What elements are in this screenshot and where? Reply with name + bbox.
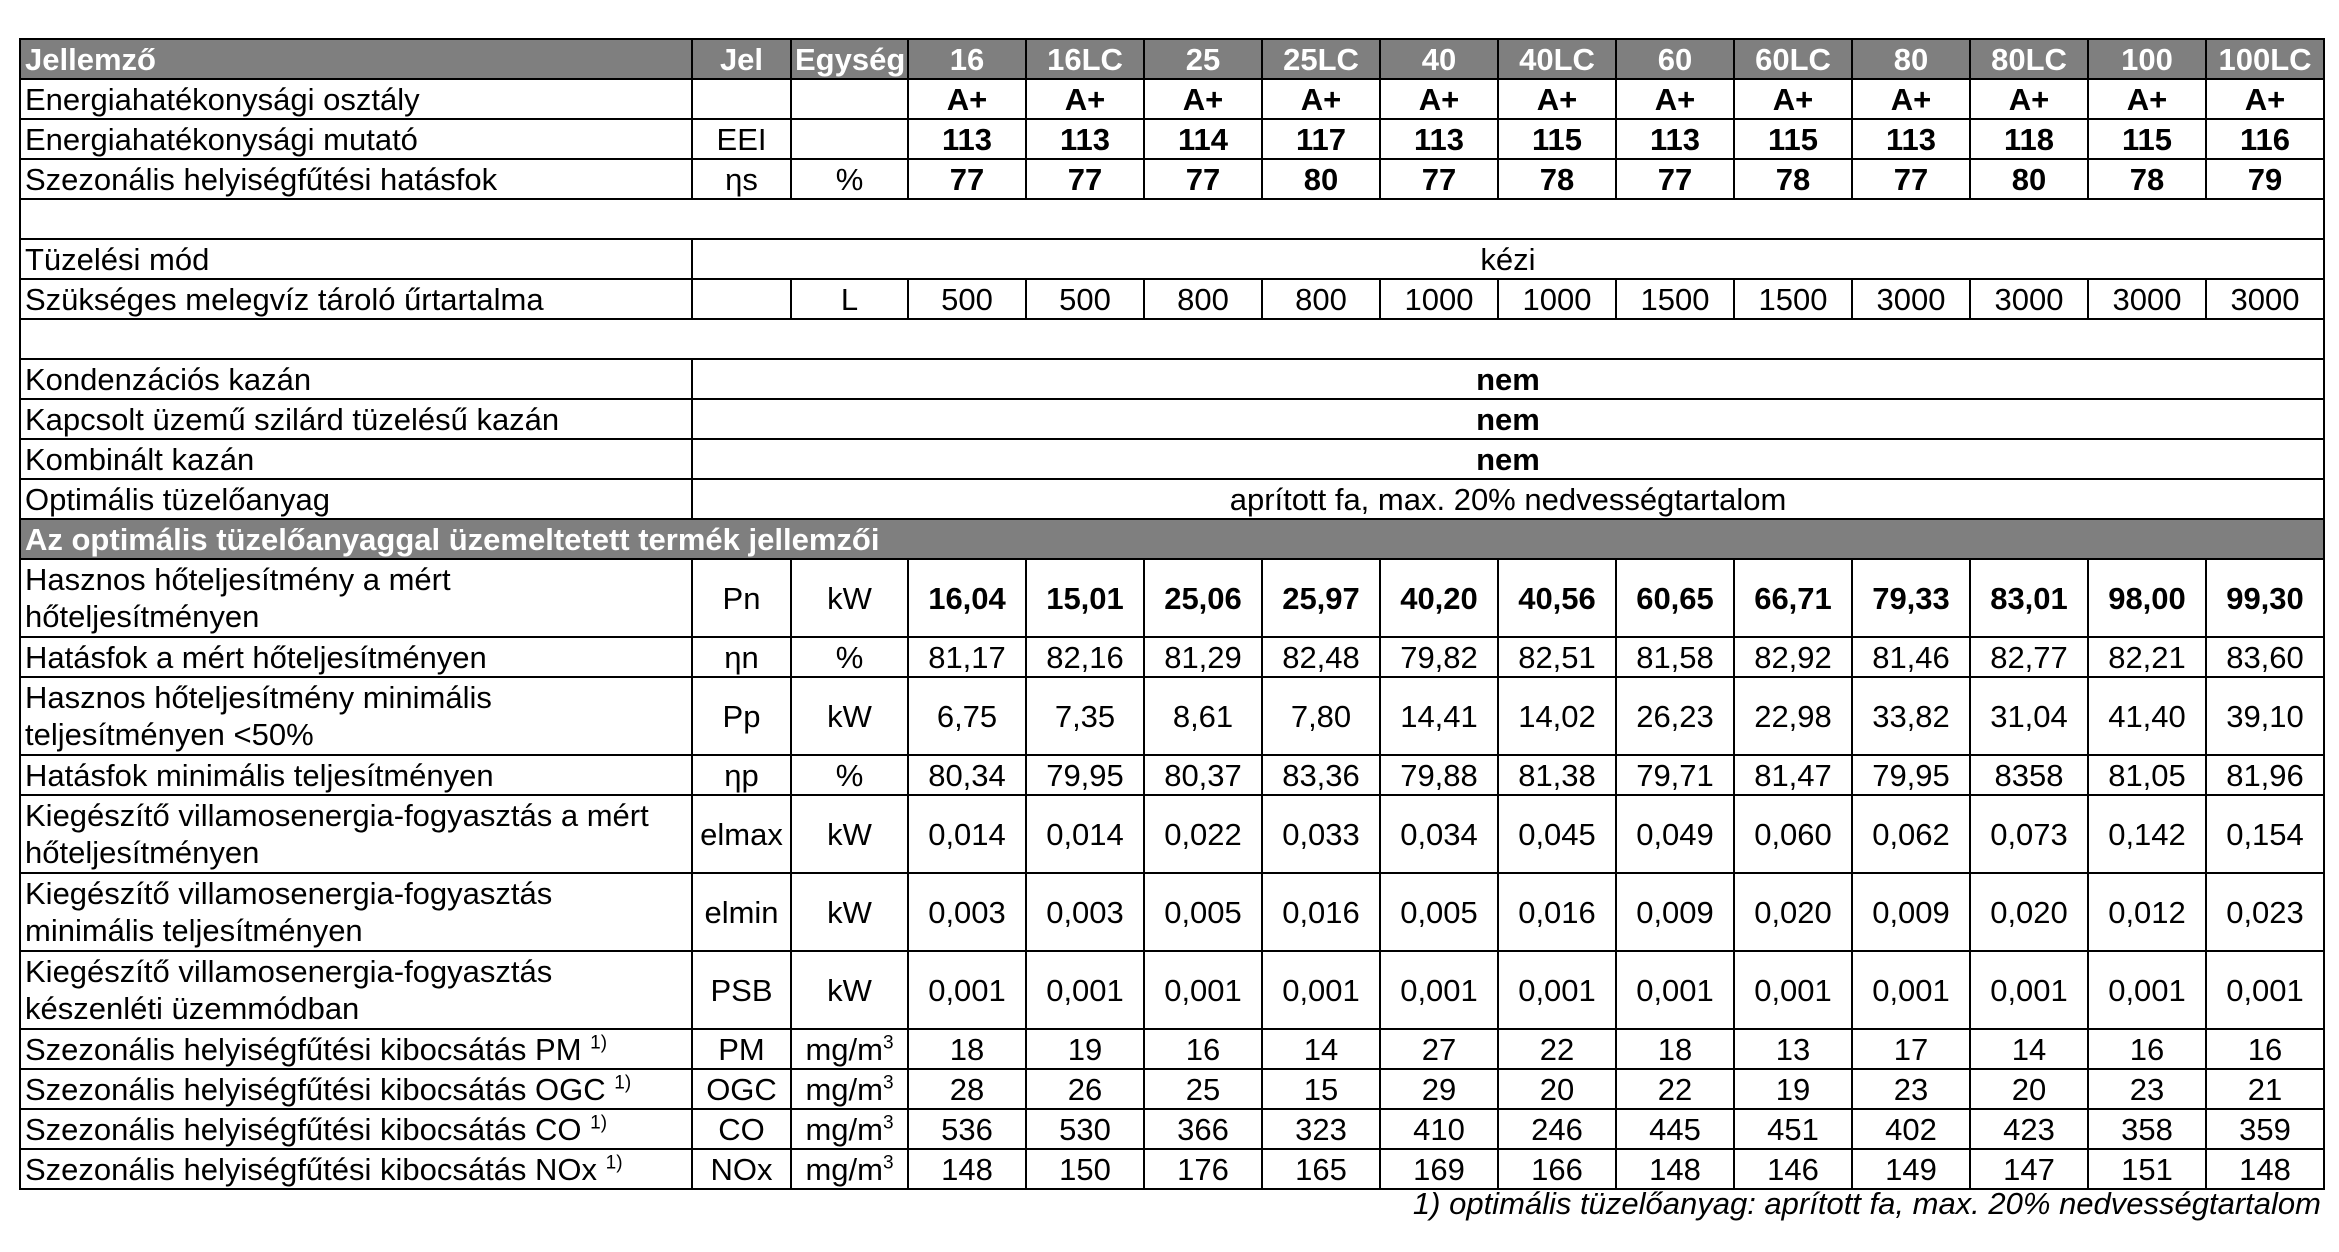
- value-cell: 500: [1026, 279, 1144, 319]
- value-cell: 113: [1616, 119, 1734, 159]
- value-cell: 77: [1852, 159, 1970, 199]
- header-row: [20, 39, 2324, 79]
- value-cell: 0,020: [1970, 873, 2088, 951]
- value-cell: A+: [1616, 79, 1734, 119]
- value-cell: 81,29: [1144, 637, 1262, 677]
- value-cell: 115: [1734, 119, 1852, 159]
- row-symbol: ηp: [692, 755, 791, 795]
- row-label-text: Szezonális helyiségfűtési kibocsátás PM: [25, 1031, 582, 1067]
- spec-row: [20, 279, 2324, 319]
- spec-row: [20, 479, 2324, 519]
- row-label: Hasznos hőteljesítmény minimális teljesítményen <50%: [20, 677, 692, 755]
- value-cell: 115: [2088, 119, 2206, 159]
- row-unit: kW: [791, 677, 908, 755]
- value-cell: 0,023: [2206, 873, 2324, 951]
- value-cell: 25,06: [1144, 559, 1262, 637]
- value-cell: 16: [2206, 1029, 2324, 1069]
- value-cell: 81,46: [1852, 637, 1970, 677]
- merged-value: nem: [692, 439, 2324, 479]
- value-cell: 79,71: [1616, 755, 1734, 795]
- row-symbol: EEI: [692, 119, 791, 159]
- row-symbol: [692, 279, 791, 319]
- value-cell: 20: [1498, 1069, 1616, 1109]
- value-cell: 82,92: [1734, 637, 1852, 677]
- row-symbol: Pn: [692, 559, 791, 637]
- value-cell: 113: [1026, 119, 1144, 159]
- value-cell: 81,05: [2088, 755, 2206, 795]
- row-label: [20, 1069, 692, 1109]
- value-cell: 148: [2206, 1149, 2324, 1189]
- value-cell: 0,020: [1734, 873, 1852, 951]
- emission-row: [20, 1149, 2324, 1189]
- value-cell: 0,001: [1262, 951, 1380, 1029]
- header-model: 100LC: [2206, 39, 2324, 79]
- value-cell: 60,65: [1616, 559, 1734, 637]
- value-cell: 149: [1852, 1149, 1970, 1189]
- value-cell: 22,98: [1734, 677, 1852, 755]
- row-unit: kW: [791, 795, 908, 873]
- emission-row: [20, 1069, 2324, 1109]
- value-cell: 0,001: [1498, 951, 1616, 1029]
- value-cell: 0,016: [1498, 873, 1616, 951]
- value-cell: 81,38: [1498, 755, 1616, 795]
- spec-row: [20, 951, 2324, 1029]
- row-symbol: elmin: [692, 873, 791, 951]
- row-label: Tüzelési mód: [20, 239, 692, 279]
- value-cell: 451: [1734, 1109, 1852, 1149]
- value-cell: 29: [1380, 1069, 1498, 1109]
- value-cell: 1500: [1616, 279, 1734, 319]
- value-cell: 18: [1616, 1029, 1734, 1069]
- value-cell: 81,96: [2206, 755, 2324, 795]
- spec-row: [20, 755, 2324, 795]
- value-cell: 33,82: [1852, 677, 1970, 755]
- value-cell: 0,003: [1026, 873, 1144, 951]
- header-model: 100: [2088, 39, 2206, 79]
- value-cell: 0,034: [1380, 795, 1498, 873]
- unit-text: mg/m: [805, 1111, 883, 1147]
- value-cell: 0,001: [1970, 951, 2088, 1029]
- spec-row: [20, 119, 2324, 159]
- row-label: [20, 1109, 692, 1149]
- value-cell: 0,005: [1380, 873, 1498, 951]
- value-cell: 82,16: [1026, 637, 1144, 677]
- footnote-marker: 1): [590, 1112, 608, 1134]
- header-model: 40LC: [1498, 39, 1616, 79]
- value-cell: 15,01: [1026, 559, 1144, 637]
- row-unit: [791, 79, 908, 119]
- spec-row: [20, 873, 2324, 951]
- value-cell: 147: [1970, 1149, 2088, 1189]
- value-cell: 7,80: [1262, 677, 1380, 755]
- value-cell: 18: [908, 1029, 1026, 1069]
- value-cell: 21: [2206, 1069, 2324, 1109]
- value-cell: 81,47: [1734, 755, 1852, 795]
- row-unit: %: [791, 159, 908, 199]
- row-unit: kW: [791, 951, 908, 1029]
- row-unit: L: [791, 279, 908, 319]
- value-cell: 118: [1970, 119, 2088, 159]
- value-cell: 28: [908, 1069, 1026, 1109]
- value-cell: 79: [2206, 159, 2324, 199]
- blank-cell: [20, 199, 2324, 239]
- row-label: [20, 1149, 692, 1189]
- value-cell: 80,37: [1144, 755, 1262, 795]
- boiler-spec-table: [19, 38, 2325, 1190]
- row-label: Hatásfok a mért hőteljesítményen: [20, 637, 692, 677]
- value-cell: 0,003: [908, 873, 1026, 951]
- value-cell: 800: [1144, 279, 1262, 319]
- row-label: Kombinált kazán: [20, 439, 692, 479]
- value-cell: A+: [908, 79, 1026, 119]
- value-cell: 500: [908, 279, 1026, 319]
- unit-exponent: 3: [882, 1072, 894, 1094]
- value-cell: 0,014: [908, 795, 1026, 873]
- section-header-row: [20, 519, 2324, 559]
- value-cell: 83,60: [2206, 637, 2324, 677]
- value-cell: 151: [2088, 1149, 2206, 1189]
- value-cell: 530: [1026, 1109, 1144, 1149]
- footnote: 1) optimális tüzelőanyag: aprított fa, max. 20% nedvességtartalom: [1412, 1186, 2321, 1221]
- value-cell: 80: [1970, 159, 2088, 199]
- value-cell: 0,073: [1970, 795, 2088, 873]
- value-cell: 0,009: [1616, 873, 1734, 951]
- value-cell: 0,001: [1734, 951, 1852, 1029]
- value-cell: 79,33: [1852, 559, 1970, 637]
- value-cell: 3000: [1852, 279, 1970, 319]
- value-cell: 77: [908, 159, 1026, 199]
- value-cell: 0,062: [1852, 795, 1970, 873]
- value-cell: 800: [1262, 279, 1380, 319]
- value-cell: A+: [1380, 79, 1498, 119]
- row-label-text: Szezonális helyiségfűtési kibocsátás OGC: [25, 1071, 606, 1107]
- value-cell: 20: [1970, 1069, 2088, 1109]
- value-cell: 23: [2088, 1069, 2206, 1109]
- row-label: Energiahatékonysági mutató: [20, 119, 692, 159]
- row-unit: [791, 119, 908, 159]
- value-cell: 0,142: [2088, 795, 2206, 873]
- value-cell: 0,001: [2206, 951, 2324, 1029]
- value-cell: 79,82: [1380, 637, 1498, 677]
- unit-text: mg/m: [805, 1151, 883, 1187]
- value-cell: 31,04: [1970, 677, 2088, 755]
- row-label: Kiegészítő villamosenergia-fogyasztás a mért hőteljesítményen: [20, 795, 692, 873]
- spec-row: [20, 559, 2324, 637]
- value-cell: 82,51: [1498, 637, 1616, 677]
- value-cell: 402: [1852, 1109, 1970, 1149]
- value-cell: A+: [1852, 79, 1970, 119]
- row-unit: kW: [791, 873, 908, 951]
- blank-row: [20, 319, 2324, 359]
- value-cell: 25: [1144, 1069, 1262, 1109]
- row-unit: %: [791, 755, 908, 795]
- value-cell: 169: [1380, 1149, 1498, 1189]
- header-unit: Egység: [791, 39, 908, 79]
- footnote-marker: 1): [614, 1072, 632, 1094]
- value-cell: 366: [1144, 1109, 1262, 1149]
- header-label: Jellemző: [20, 39, 692, 79]
- value-cell: 13: [1734, 1029, 1852, 1069]
- row-label: Hatásfok minimális teljesítményen: [20, 755, 692, 795]
- merged-value: nem: [692, 359, 2324, 399]
- unit-exponent: 3: [882, 1152, 894, 1174]
- row-unit: kW: [791, 559, 908, 637]
- row-label: Szezonális helyiségfűtési hatásfok: [20, 159, 692, 199]
- value-cell: 22: [1498, 1029, 1616, 1069]
- merged-value: aprított fa, max. 20% nedvességtartalom: [692, 479, 2324, 519]
- value-cell: 423: [1970, 1109, 2088, 1149]
- value-cell: 0,001: [2088, 951, 2206, 1029]
- row-label: Kondenzációs kazán: [20, 359, 692, 399]
- value-cell: A+: [2088, 79, 2206, 119]
- value-cell: 0,005: [1144, 873, 1262, 951]
- value-cell: 98,00: [2088, 559, 2206, 637]
- value-cell: 8358: [1970, 755, 2088, 795]
- value-cell: A+: [1970, 79, 2088, 119]
- value-cell: 0,154: [2206, 795, 2324, 873]
- row-symbol: NOx: [692, 1149, 791, 1189]
- value-cell: 26: [1026, 1069, 1144, 1109]
- header-model: 25: [1144, 39, 1262, 79]
- value-cell: A+: [1262, 79, 1380, 119]
- value-cell: 66,71: [1734, 559, 1852, 637]
- value-cell: 99,30: [2206, 559, 2324, 637]
- value-cell: 3000: [2088, 279, 2206, 319]
- value-cell: 77: [1026, 159, 1144, 199]
- row-label: Kapcsolt üzemű szilárd tüzelésű kazán: [20, 399, 692, 439]
- value-cell: 148: [1616, 1149, 1734, 1189]
- value-cell: 26,23: [1616, 677, 1734, 755]
- value-cell: 113: [1852, 119, 1970, 159]
- emission-row: [20, 1029, 2324, 1069]
- value-cell: 83,36: [1262, 755, 1380, 795]
- header-model: 16: [908, 39, 1026, 79]
- value-cell: 23: [1852, 1069, 1970, 1109]
- value-cell: A+: [1734, 79, 1852, 119]
- row-label: Hasznos hőteljesítmény a mért hőteljesítményen: [20, 559, 692, 637]
- value-cell: 0,001: [1380, 951, 1498, 1029]
- value-cell: 77: [1144, 159, 1262, 199]
- value-cell: 80: [1262, 159, 1380, 199]
- value-cell: 1500: [1734, 279, 1852, 319]
- value-cell: 14: [1970, 1029, 2088, 1069]
- value-cell: 445: [1616, 1109, 1734, 1149]
- header-model: 16LC: [1026, 39, 1144, 79]
- value-cell: 22: [1616, 1069, 1734, 1109]
- value-cell: 16,04: [908, 559, 1026, 637]
- value-cell: 19: [1734, 1069, 1852, 1109]
- value-cell: 16: [2088, 1029, 2206, 1069]
- value-cell: 0,016: [1262, 873, 1380, 951]
- row-label: Kiegészítő villamosenergia-fogyasztás készenléti üzemmódban: [20, 951, 692, 1029]
- unit-text: mg/m: [805, 1071, 883, 1107]
- value-cell: 3000: [2206, 279, 2324, 319]
- value-cell: 0,022: [1144, 795, 1262, 873]
- spec-row: [20, 399, 2324, 439]
- row-symbol: PM: [692, 1029, 791, 1069]
- value-cell: 79,95: [1026, 755, 1144, 795]
- spec-row: [20, 79, 2324, 119]
- value-cell: 117: [1262, 119, 1380, 159]
- value-cell: 410: [1380, 1109, 1498, 1149]
- row-unit: [791, 1149, 908, 1189]
- value-cell: 77: [1616, 159, 1734, 199]
- spec-row: [20, 439, 2324, 479]
- value-cell: 78: [2088, 159, 2206, 199]
- unit-exponent: 3: [882, 1032, 894, 1054]
- value-cell: 146: [1734, 1149, 1852, 1189]
- value-cell: 113: [1380, 119, 1498, 159]
- value-cell: 0,033: [1262, 795, 1380, 873]
- section-title: Az optimális tüzelőanyaggal üzemeltetett termék jellemzői: [20, 519, 2324, 559]
- spec-row: [20, 359, 2324, 399]
- row-label: Optimális tüzelőanyag: [20, 479, 692, 519]
- value-cell: 78: [1498, 159, 1616, 199]
- value-cell: 80,34: [908, 755, 1026, 795]
- value-cell: 0,014: [1026, 795, 1144, 873]
- value-cell: 14,02: [1498, 677, 1616, 755]
- value-cell: 27: [1380, 1029, 1498, 1069]
- unit-text: mg/m: [805, 1031, 883, 1067]
- row-label: [20, 1029, 692, 1069]
- value-cell: 41,40: [2088, 677, 2206, 755]
- value-cell: 25,97: [1262, 559, 1380, 637]
- value-cell: 1000: [1380, 279, 1498, 319]
- value-cell: 358: [2088, 1109, 2206, 1149]
- value-cell: 78: [1734, 159, 1852, 199]
- value-cell: 323: [1262, 1109, 1380, 1149]
- value-cell: 166: [1498, 1149, 1616, 1189]
- value-cell: 116: [2206, 119, 2324, 159]
- spec-row: [20, 239, 2324, 279]
- value-cell: 536: [908, 1109, 1026, 1149]
- row-unit: [791, 1069, 908, 1109]
- header-jel: Jel: [692, 39, 791, 79]
- value-cell: 40,20: [1380, 559, 1498, 637]
- row-label: Energiahatékonysági osztály: [20, 79, 692, 119]
- row-symbol: elmax: [692, 795, 791, 873]
- blank-row: [20, 199, 2324, 239]
- emission-row: [20, 1109, 2324, 1149]
- value-cell: 1000: [1498, 279, 1616, 319]
- value-cell: 0,012: [2088, 873, 2206, 951]
- value-cell: 176: [1144, 1149, 1262, 1189]
- value-cell: 82,21: [2088, 637, 2206, 677]
- row-label: Szükséges melegvíz tároló űrtartalma: [20, 279, 692, 319]
- row-label-text: Szezonális helyiségfűtési kibocsátás NOx: [25, 1151, 598, 1187]
- row-symbol: ηs: [692, 159, 791, 199]
- value-cell: 39,10: [2206, 677, 2324, 755]
- row-label-text: Szezonális helyiségfűtési kibocsátás CO: [25, 1111, 582, 1147]
- value-cell: 150: [1026, 1149, 1144, 1189]
- header-model: 80LC: [1970, 39, 2088, 79]
- value-cell: 14: [1262, 1029, 1380, 1069]
- row-label: Kiegészítő villamosenergia-fogyasztás minimális teljesítményen: [20, 873, 692, 951]
- header-model: 25LC: [1262, 39, 1380, 79]
- value-cell: 14,41: [1380, 677, 1498, 755]
- value-cell: A+: [1144, 79, 1262, 119]
- value-cell: 0,060: [1734, 795, 1852, 873]
- value-cell: 148: [908, 1149, 1026, 1189]
- blank-cell: [20, 319, 2324, 359]
- merged-value: kézi: [692, 239, 2324, 279]
- value-cell: 81,58: [1616, 637, 1734, 677]
- value-cell: 165: [1262, 1149, 1380, 1189]
- value-cell: 77: [1380, 159, 1498, 199]
- value-cell: 115: [1498, 119, 1616, 159]
- value-cell: 0,001: [1852, 951, 1970, 1029]
- row-unit: [791, 1029, 908, 1069]
- value-cell: A+: [1498, 79, 1616, 119]
- spec-row: [20, 677, 2324, 755]
- value-cell: 40,56: [1498, 559, 1616, 637]
- value-cell: 15: [1262, 1069, 1380, 1109]
- header-model: 80: [1852, 39, 1970, 79]
- value-cell: 359: [2206, 1109, 2324, 1149]
- row-symbol: OGC: [692, 1069, 791, 1109]
- row-unit: [791, 1109, 908, 1149]
- merged-value: nem: [692, 399, 2324, 439]
- value-cell: 19: [1026, 1029, 1144, 1069]
- header-model: 60: [1616, 39, 1734, 79]
- header-model: 60LC: [1734, 39, 1852, 79]
- value-cell: 6,75: [908, 677, 1026, 755]
- spec-row: [20, 159, 2324, 199]
- footnote-marker: 1): [590, 1032, 608, 1054]
- value-cell: 79,95: [1852, 755, 1970, 795]
- value-cell: A+: [1026, 79, 1144, 119]
- unit-exponent: 3: [882, 1112, 894, 1134]
- spec-row: [20, 795, 2324, 873]
- value-cell: 83,01: [1970, 559, 2088, 637]
- value-cell: 17: [1852, 1029, 1970, 1069]
- row-symbol: [692, 79, 791, 119]
- row-symbol: ηn: [692, 637, 791, 677]
- value-cell: 7,35: [1026, 677, 1144, 755]
- row-symbol: PSB: [692, 951, 791, 1029]
- header-model: 40: [1380, 39, 1498, 79]
- value-cell: 81,17: [908, 637, 1026, 677]
- row-symbol: Pp: [692, 677, 791, 755]
- value-cell: 82,48: [1262, 637, 1380, 677]
- value-cell: 114: [1144, 119, 1262, 159]
- value-cell: 0,001: [1026, 951, 1144, 1029]
- row-unit: %: [791, 637, 908, 677]
- value-cell: 82,77: [1970, 637, 2088, 677]
- value-cell: 0,001: [1144, 951, 1262, 1029]
- row-symbol: CO: [692, 1109, 791, 1149]
- value-cell: 8,61: [1144, 677, 1262, 755]
- value-cell: 0,009: [1852, 873, 1970, 951]
- value-cell: 0,045: [1498, 795, 1616, 873]
- value-cell: A+: [2206, 79, 2324, 119]
- value-cell: 0,049: [1616, 795, 1734, 873]
- value-cell: 246: [1498, 1109, 1616, 1149]
- value-cell: 16: [1144, 1029, 1262, 1069]
- value-cell: 0,001: [1616, 951, 1734, 1029]
- value-cell: 113: [908, 119, 1026, 159]
- spec-row: [20, 637, 2324, 677]
- value-cell: 3000: [1970, 279, 2088, 319]
- footnote-marker: 1): [605, 1152, 623, 1174]
- value-cell: 0,001: [908, 951, 1026, 1029]
- value-cell: 79,88: [1380, 755, 1498, 795]
